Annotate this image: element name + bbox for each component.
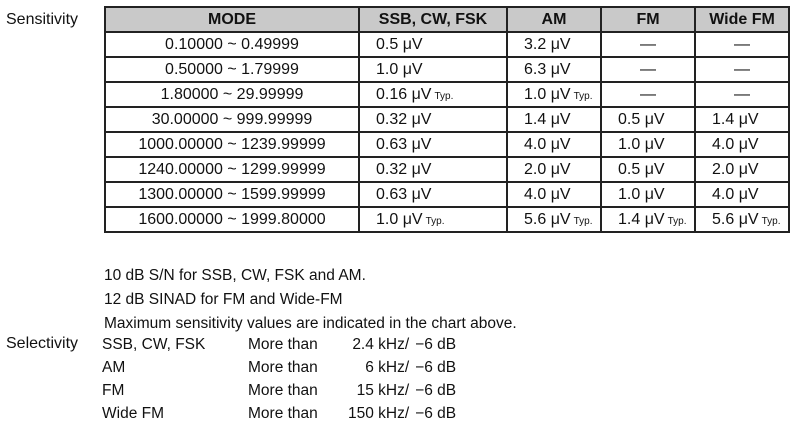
typical-marker: Typ. xyxy=(761,215,781,227)
selectivity-condition: More than xyxy=(248,358,318,376)
fm-sensitivity-value: 0.5 μV xyxy=(618,110,665,128)
am-sensitivity-cell xyxy=(507,57,601,82)
selectivity-mode: SSB, CW, FSK xyxy=(102,335,206,353)
wide-fm-sensitivity-cell xyxy=(695,107,789,132)
wide-fm-sensitivity-value: — xyxy=(734,60,750,78)
fm-sensitivity-value: — xyxy=(640,35,656,53)
wide-fm-sensitivity-value: 4.0 μV xyxy=(712,135,759,153)
ssb-cw-fsk-sensitivity-value: 0.32 μV xyxy=(376,110,432,128)
ssb-cw-fsk-sensitivity-cell xyxy=(359,32,507,57)
wide-fm-sensitivity-cell xyxy=(695,57,789,82)
sensitivity-table xyxy=(104,6,790,233)
selectivity-attenuation: −6 dB xyxy=(415,358,457,376)
am-sensitivity-value: 3.2 μV xyxy=(524,35,571,53)
am-sensitivity-value: 4.0 μV xyxy=(524,135,571,153)
ssb-cw-fsk-sensitivity-cell xyxy=(359,157,507,182)
selectivity-label: Selectivity xyxy=(6,335,79,352)
ssb-cw-fsk-sensitivity-cell xyxy=(359,132,507,157)
selectivity-mode: FM xyxy=(102,381,125,399)
fm-sensitivity-value: 1.0 μV xyxy=(618,185,665,203)
wide-fm-sensitivity-cell xyxy=(695,82,789,107)
selectivity-row xyxy=(102,379,456,402)
header-ssb-cw-fsk: SSB, CW, FSK xyxy=(359,7,507,32)
ssb-cw-fsk-sensitivity-value: 0.32 μV xyxy=(376,160,432,178)
wide-fm-sensitivity-value: 5.6 μV xyxy=(712,210,759,228)
wide-fm-sensitivity-cell xyxy=(695,32,789,57)
sensitivity-label: Sensitivity xyxy=(6,11,79,28)
am-sensitivity-value: 4.0 μV xyxy=(524,185,571,203)
selectivity-table xyxy=(102,333,456,425)
fm-sensitivity-cell xyxy=(601,57,695,82)
selectivity-attenuation: −6 dB xyxy=(415,404,457,422)
note-sinad: 12 dB SINAD for FM and Wide-FM xyxy=(104,291,343,308)
frequency-range-cell: 0.50000 ~ 1.79999 xyxy=(105,57,359,82)
table-row xyxy=(105,82,789,107)
selectivity-bandwidth: 150 kHz/ xyxy=(348,404,410,422)
fm-sensitivity-value: — xyxy=(640,85,656,103)
fm-sensitivity-cell xyxy=(601,207,695,232)
header-fm: FM xyxy=(601,7,695,32)
am-sensitivity-cell xyxy=(507,182,601,207)
frequency-range-cell: 1000.00000 ~ 1239.99999 xyxy=(105,132,359,157)
frequency-range-cell: 1600.00000 ~ 1999.80000 xyxy=(105,207,359,232)
table-row xyxy=(105,107,789,132)
selectivity-mode: Wide FM xyxy=(102,404,164,422)
table-row xyxy=(105,57,789,82)
fm-sensitivity-cell xyxy=(601,132,695,157)
wide-fm-sensitivity-cell xyxy=(695,157,789,182)
am-sensitivity-value: 1.0 μV xyxy=(524,85,571,103)
frequency-range-cell: 1240.00000 ~ 1299.99999 xyxy=(105,157,359,182)
wide-fm-sensitivity-value: — xyxy=(734,35,750,53)
ssb-cw-fsk-sensitivity-cell xyxy=(359,57,507,82)
selectivity-bandwidth: 15 kHz/ xyxy=(356,381,410,399)
table-row xyxy=(105,132,789,157)
typical-marker: Typ. xyxy=(434,90,454,102)
typical-marker: Typ. xyxy=(667,215,687,227)
typical-marker: Typ. xyxy=(573,215,593,227)
header-wide-fm: Wide FM xyxy=(695,7,789,32)
selectivity-condition: More than xyxy=(248,335,318,353)
ssb-cw-fsk-sensitivity-value: 0.5 μV xyxy=(376,35,423,53)
fm-sensitivity-value: 0.5 μV xyxy=(618,160,665,178)
frequency-range-cell: 30.00000 ~ 999.99999 xyxy=(105,107,359,132)
wide-fm-sensitivity-value: — xyxy=(734,85,750,103)
ssb-cw-fsk-sensitivity-value: 1.0 μV xyxy=(376,210,423,228)
ssb-cw-fsk-sensitivity-cell xyxy=(359,182,507,207)
fm-sensitivity-cell xyxy=(601,182,695,207)
am-sensitivity-cell xyxy=(507,107,601,132)
selectivity-bandwidth: 6 kHz/ xyxy=(365,358,410,376)
selectivity-mode: AM xyxy=(102,358,126,376)
selectivity-attenuation: −6 dB xyxy=(415,381,457,399)
typical-marker: Typ. xyxy=(573,90,593,102)
sensitivity-table-body xyxy=(105,32,789,232)
ssb-cw-fsk-sensitivity-cell xyxy=(359,207,507,232)
ssb-cw-fsk-sensitivity-cell xyxy=(359,107,507,132)
am-sensitivity-value: 1.4 μV xyxy=(524,110,571,128)
selectivity-condition: More than xyxy=(248,381,318,399)
selectivity-row xyxy=(102,333,456,356)
fm-sensitivity-value: 1.4 μV xyxy=(618,210,665,228)
fm-sensitivity-value: 1.0 μV xyxy=(618,135,665,153)
selectivity-row xyxy=(102,356,456,379)
selectivity-row xyxy=(102,402,456,425)
am-sensitivity-value: 2.0 μV xyxy=(524,160,571,178)
selectivity-condition: More than xyxy=(248,404,318,422)
ssb-cw-fsk-sensitivity-value: 0.16 μV xyxy=(376,85,432,103)
typical-marker: Typ. xyxy=(425,215,445,227)
wide-fm-sensitivity-cell xyxy=(695,132,789,157)
frequency-range-cell: 0.10000 ~ 0.49999 xyxy=(105,32,359,57)
table-header-row xyxy=(105,7,789,32)
selectivity-bandwidth: 2.4 kHz/ xyxy=(352,335,410,353)
fm-sensitivity-cell xyxy=(601,82,695,107)
ssb-cw-fsk-sensitivity-cell xyxy=(359,82,507,107)
fm-sensitivity-value: — xyxy=(640,60,656,78)
wide-fm-sensitivity-cell xyxy=(695,182,789,207)
note-sn: 10 dB S/N for SSB, CW, FSK and AM. xyxy=(104,267,366,284)
am-sensitivity-cell xyxy=(507,207,601,232)
am-sensitivity-cell xyxy=(507,132,601,157)
fm-sensitivity-cell xyxy=(601,157,695,182)
wide-fm-sensitivity-value: 4.0 μV xyxy=(712,185,759,203)
am-sensitivity-cell xyxy=(507,32,601,57)
ssb-cw-fsk-sensitivity-value: 0.63 μV xyxy=(376,185,432,203)
wide-fm-sensitivity-value: 1.4 μV xyxy=(712,110,759,128)
selectivity-table-body xyxy=(102,333,456,425)
frequency-range-cell: 1300.00000 ~ 1599.99999 xyxy=(105,182,359,207)
am-sensitivity-cell xyxy=(507,82,601,107)
header-am: AM xyxy=(507,7,601,32)
am-sensitivity-value: 5.6 μV xyxy=(524,210,571,228)
fm-sensitivity-cell xyxy=(601,32,695,57)
sensitivity-notes xyxy=(104,264,517,336)
table-row xyxy=(105,32,789,57)
note-max-sensitivity: Maximum sensitivity values are indicated in the chart above. xyxy=(104,315,517,332)
wide-fm-sensitivity-value: 2.0 μV xyxy=(712,160,759,178)
am-sensitivity-value: 6.3 μV xyxy=(524,60,571,78)
table-row xyxy=(105,207,789,232)
frequency-range-cell: 1.80000 ~ 29.99999 xyxy=(105,82,359,107)
ssb-cw-fsk-sensitivity-value: 1.0 μV xyxy=(376,60,423,78)
table-row xyxy=(105,157,789,182)
wide-fm-sensitivity-cell xyxy=(695,207,789,232)
fm-sensitivity-cell xyxy=(601,107,695,132)
selectivity-attenuation: −6 dB xyxy=(415,335,457,353)
table-row xyxy=(105,182,789,207)
am-sensitivity-cell xyxy=(507,157,601,182)
header-mode: MODE xyxy=(105,7,359,32)
ssb-cw-fsk-sensitivity-value: 0.63 μV xyxy=(376,135,432,153)
